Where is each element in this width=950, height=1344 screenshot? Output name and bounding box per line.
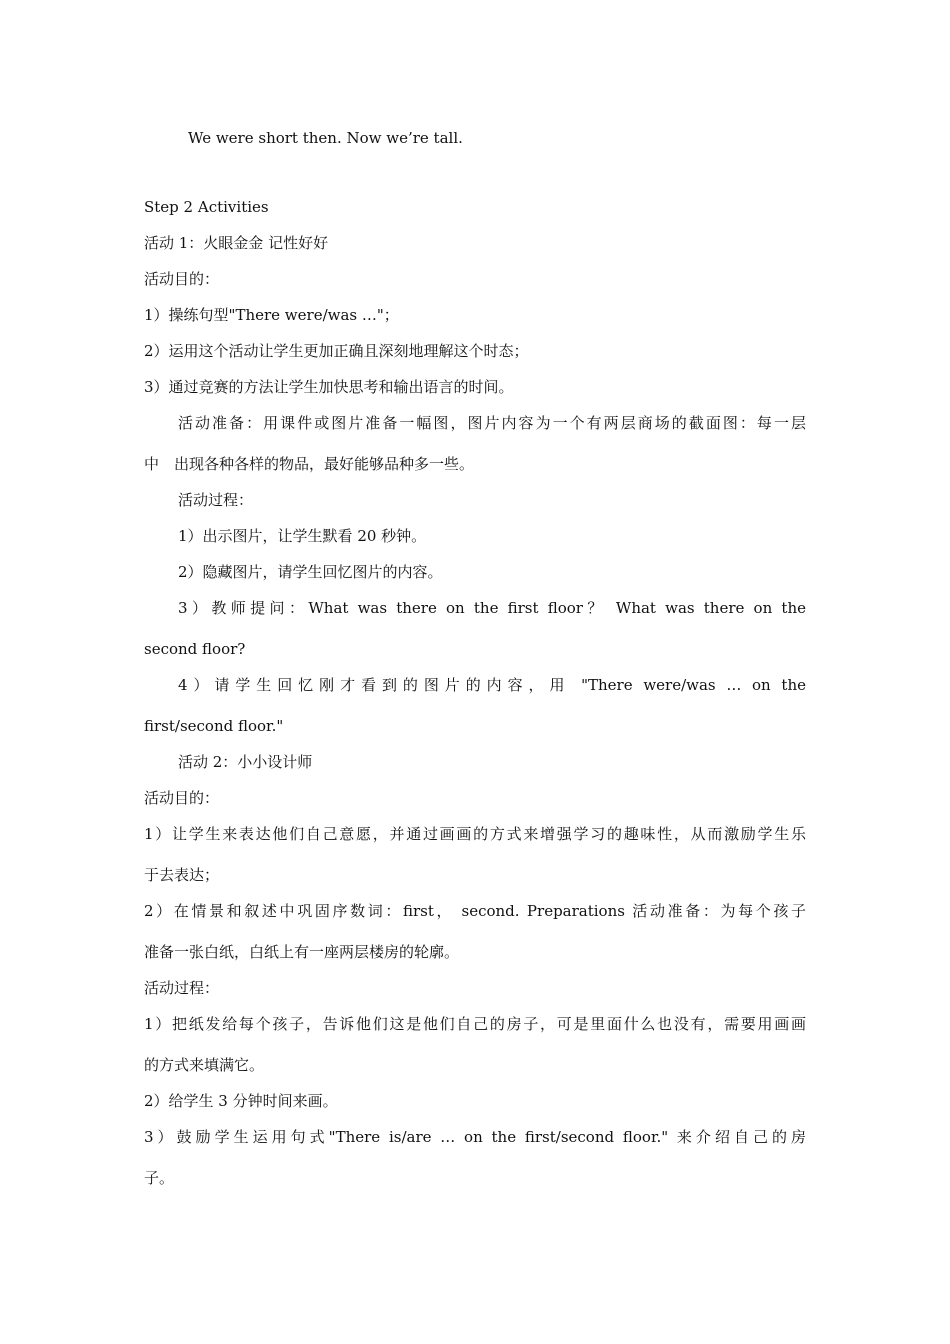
activity-1-step-4-cont: first/second floor." (144, 717, 284, 735)
activity-2-goal-1-cont: 于去表达； (144, 866, 220, 884)
activity-1-goal-3: 3）通过竞赛的方法让学生加快思考和输出语言的时间。 (144, 378, 514, 396)
activity-2-step-3: 3）鼓励学生运用句式"There is/are … on the first/second floor." 来介绍自己的房 (144, 1128, 806, 1146)
activity-1-step-4: 4）请学生回忆刚才看到的图片的内容，用 "There were/was … on the (178, 676, 806, 694)
activity-2-step-3-cont: 子。 (144, 1169, 175, 1187)
activity-1-preparation: 活动准备：用课件或图片准备一幅图，图片内容为一个有两层商场的截面图：每一层 (178, 414, 806, 432)
activity-1-goal-1: 1）操练句型"There were/was …"； (144, 306, 399, 324)
activity-1-step-3-cont: second floor? (144, 640, 246, 658)
activity-2-title: 活动 2：小小设计师 (178, 753, 313, 771)
example-sentence: We were short then. Now we’re tall. (188, 129, 463, 147)
activity-1-goal-label: 活动目的： (144, 270, 220, 288)
step-heading: Step 2 Activities (144, 198, 269, 216)
activity-1-step-1: 1）出示图片，让学生默看 20 秒钟。 (178, 527, 427, 545)
activity-2-goal-label: 活动目的： (144, 789, 220, 807)
activity-2-goal-2-cont: 准备一张白纸，白纸上有一座两层楼房的轮廓。 (144, 943, 460, 961)
activity-2-step-1-cont: 的方式来填满它。 (144, 1056, 265, 1074)
activity-2-step-1: 1）把纸发给每个孩子，告诉他们这是他们自己的房子，可是里面什么也没有，需要用画画 (144, 1015, 806, 1033)
activity-1-step-3: 3）教师提问：What was there on the first floor？ What was there on the (178, 599, 806, 617)
activity-2-step-2: 2）给学生 3 分钟时间来画。 (144, 1092, 338, 1110)
activity-1-title: 活动 1：火眼金金 记性好好 (144, 234, 329, 252)
activity-1-preparation-cont: 中 出现各种各样的物品，最好能够品种多一些。 (144, 455, 475, 473)
activity-1-process-label: 活动过程： (178, 491, 254, 509)
activity-2-goal-1: 1）让学生来表达他们自己意愿，并通过画画的方式来增强学习的趣味性，从而激励学生乐 (144, 825, 806, 843)
activity-2-process-label: 活动过程： (144, 979, 220, 997)
activity-2-goal-2: 2）在情景和叙述中巩固序数词：first， second. Preparations 活动准备：为每个孩子 (144, 902, 806, 920)
activity-1-goal-2: 2）运用这个活动让学生更加正确且深刻地理解这个时态； (144, 342, 529, 360)
activity-1-step-2: 2）隐藏图片，请学生回忆图片的内容。 (178, 563, 443, 581)
